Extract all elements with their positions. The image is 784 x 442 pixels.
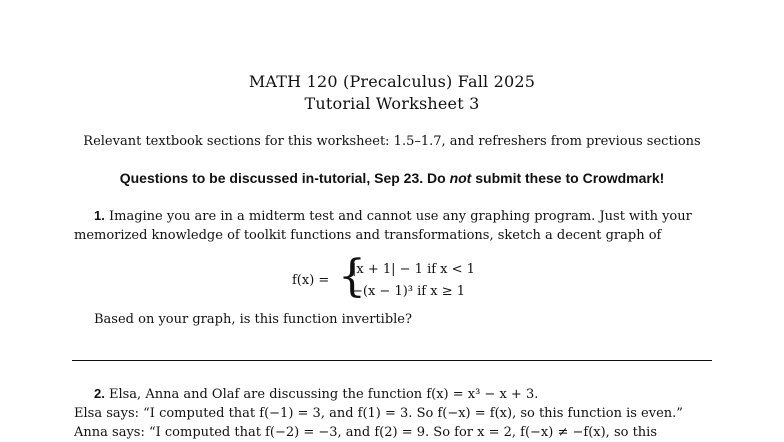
instruction-prefix: Questions to be discussed in-tutorial, Sep 23. Do	[119, 170, 450, 186]
question-2-intro-line	[74, 384, 714, 404]
instruction-headline	[0, 170, 784, 186]
question-2-number: 2.	[94, 386, 105, 401]
brace-symbol: {	[338, 251, 366, 302]
anna-statement: Anna says: “I computed that f(−2) = −3, and f(2) = 9. So for x = 2, f(−x) ≠ −f(x), so this	[74, 425, 657, 440]
instruction-emphasis: not	[449, 170, 472, 186]
worksheet-title: Tutorial Worksheet 3	[304, 94, 480, 113]
formula-case-2: −(x − 1)³ if x ≥ 1	[352, 284, 466, 299]
question-1	[74, 206, 714, 245]
question-1-number: 1.	[94, 208, 105, 223]
sections-note: Relevant textbook sections for this worksheet: 1.5–1.7, and refreshers from previous sections	[83, 134, 701, 149]
question-2	[74, 384, 714, 442]
question-1-followup: Based on your graph, is this function invertible?	[94, 312, 412, 327]
instruction-suffix: submit these to Crowdmark!	[471, 170, 665, 186]
course-title: MATH 120 (Precalculus) Fall 2025	[248, 72, 536, 91]
question-2-intro: Elsa, Anna and Olaf are discussing the function f(x) = x³ − x + 3.	[108, 387, 539, 402]
elsa-statement: Elsa says: “I computed that f(−1) = 3, and f(1) = 3. So f(−x) = f(x), so this function is even.”	[74, 406, 683, 421]
question-1-text: Imagine you are in a midterm test and cannot use any graphing program. Just with your memorized knowledge of toolkit functions and transformations, sketch a decent graph of	[74, 209, 692, 243]
formula-case-1: |x + 1| − 1 if x < 1	[352, 262, 475, 277]
section-divider	[72, 360, 712, 361]
function-label: f(x) =	[292, 273, 330, 288]
